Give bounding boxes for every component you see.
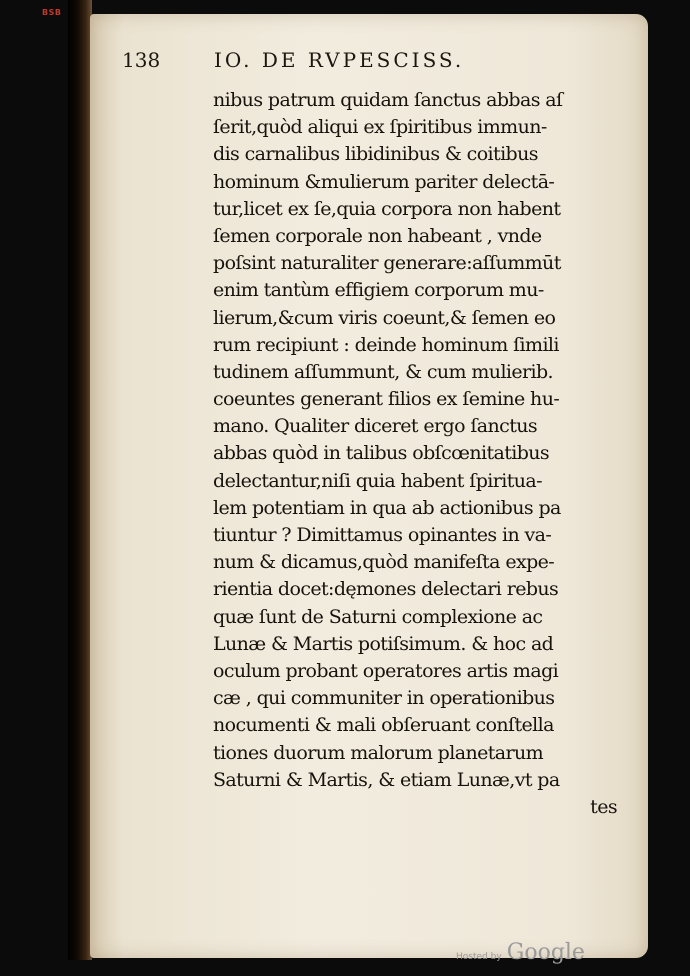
- running-title: IO. DE RVPESCISS.: [214, 48, 465, 72]
- text-line: ſemen corporale non habeant , vnde: [213, 224, 542, 247]
- book-spine-shadow: [68, 0, 92, 960]
- text-line: cæ , qui communiter in operationibus: [213, 687, 555, 710]
- text-line: lem potentiam in qua ab actionibus pa: [213, 496, 561, 519]
- text-line: tudinem aſſummunt, & cum mulierib.: [213, 360, 553, 383]
- page-number: 138: [122, 48, 161, 72]
- text-line: mano. Qualiter diceret ergo ſanctus: [213, 415, 538, 438]
- text-line: tiuntur ? Dimittamus opinantes in va-: [213, 524, 552, 546]
- text-line: enim tantùm effigiem corporum mu-: [213, 279, 544, 302]
- text-line: Saturni & Martis, & etiam Lunæ,vt pa: [213, 768, 560, 791]
- text-line: poſsint naturaliter generare:aſſummūt: [213, 252, 561, 275]
- text-line: rientia docet:dęmones delectari rebus: [213, 578, 559, 601]
- text-line: delectantur,niſi quia habent ſpiritua-: [213, 469, 542, 492]
- text-line: num & dicamus,quòd manifeſta expe-: [213, 551, 555, 574]
- google-logo: Google: [506, 940, 585, 965]
- text-line: hominum &mulierum pariter delectā-: [213, 170, 555, 193]
- text-line: ſerit,quòd aliqui ex ſpiritibus immun-: [213, 116, 547, 139]
- text-line: oculum probant operatores artis magi: [213, 659, 559, 682]
- text-line: lierum,&cum viris coeunt,& ſemen eo: [213, 306, 556, 329]
- catchword: tes: [590, 795, 617, 818]
- text-line: Lunæ & Martis potiſsimum. & hoc ad: [213, 632, 554, 655]
- text-line: quæ ſunt de Saturni complexione ac: [213, 605, 543, 628]
- text-line: tur,licet ex ſe,quia corpora non habent: [213, 197, 561, 220]
- text-line: nibus patrum quidam ſanctus abbas aſ: [213, 89, 563, 111]
- text-line: nocumenti & mali obſeruant conſtella: [213, 714, 554, 737]
- text-line: rum recipiunt : deinde hominum ſimili: [213, 333, 559, 356]
- page-header: [122, 46, 542, 86]
- text-line: coeuntes generant filios ex ſemine hu-: [213, 388, 560, 411]
- hosted-by-label: Hosted by: [456, 952, 502, 962]
- hosted-by-watermark: [456, 940, 585, 965]
- text-line: dis carnalibus libidinibus & coitibus: [213, 143, 538, 166]
- library-mark: BSB: [42, 8, 62, 17]
- body-text: [213, 87, 623, 821]
- text-line: abbas quòd in talibus obſcœnitatibus: [213, 442, 550, 465]
- text-line: tiones duorum malorum planetarum: [213, 741, 544, 764]
